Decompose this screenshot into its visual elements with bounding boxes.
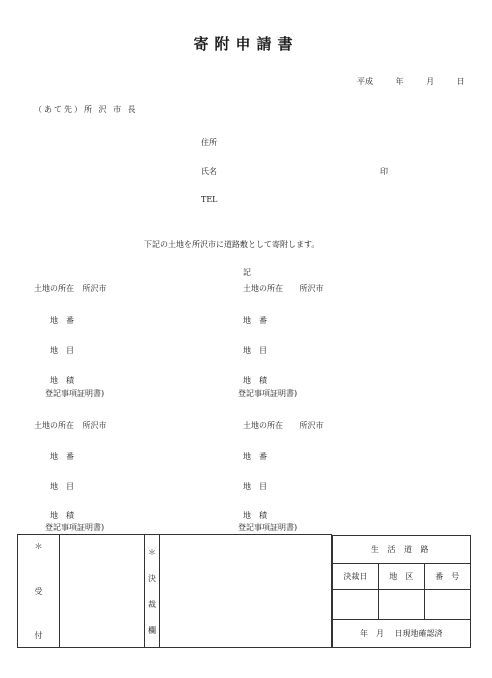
receipt-mark: ＊	[34, 542, 43, 551]
parcel4-location-label: 土地の所在	[243, 421, 283, 430]
road-value-date	[333, 589, 379, 619]
parcel3-area: 地 積	[50, 511, 74, 520]
parcel4-registry: 登記事項証明書)	[238, 523, 298, 532]
receipt-area	[60, 535, 145, 648]
receipt-char-2: 付	[34, 631, 43, 640]
parcel4-land-category: 地 目	[243, 482, 267, 491]
addressee: （あて先）所 沢 市 長	[34, 105, 138, 114]
decision-label-cell	[145, 535, 160, 648]
document-title: 寄附申請書	[193, 35, 299, 53]
receipt-char-1: 受	[34, 586, 43, 596]
road-box-cell	[332, 535, 471, 648]
road-col-number: 番 号	[424, 563, 470, 589]
decision-char-3: 欄	[148, 625, 156, 635]
road-col-district: 地 区	[378, 563, 424, 589]
road-value-number	[424, 589, 470, 619]
parcel2-location	[243, 283, 324, 294]
parcel2-location-label: 土地の所在	[243, 284, 283, 293]
parcel3-location-label: 土地の所在	[34, 421, 74, 430]
parcel4-lot-number: 地 番	[243, 452, 267, 461]
decision-char-2: 裁	[148, 599, 156, 609]
parcel1-area: 地 積	[50, 376, 74, 385]
parcel3-location	[34, 420, 107, 431]
date-year: 年	[395, 77, 404, 86]
date-line	[357, 76, 465, 87]
parcel4-location	[243, 420, 324, 431]
receipt-label-cell	[18, 535, 60, 648]
road-footer-month: 年 月	[359, 628, 384, 638]
address-label: 住所	[201, 138, 217, 147]
parcel4-area: 地 積	[243, 511, 267, 520]
parcel2-land-category: 地 目	[243, 346, 267, 355]
parcel1-location-label: 土地の所在	[34, 284, 74, 293]
seal-label: 印	[380, 167, 388, 176]
parcel1-location	[34, 283, 107, 294]
road-header: 生 活 道 路	[333, 535, 471, 563]
parcel3-registry: 登記事項証明書)	[45, 523, 105, 532]
statement: 下記の土地を所沢市に道路敷として寄附します。	[144, 240, 320, 249]
parcel2-lot-number: 地 番	[243, 316, 267, 325]
tel-label: TEL	[201, 195, 218, 204]
parcel3-city: 所沢市	[82, 421, 107, 430]
record-label: 記	[243, 268, 251, 277]
road-col-date: 決裁日	[333, 563, 379, 589]
name-label: 氏名	[201, 167, 217, 176]
parcel3-lot-number: 地 番	[50, 452, 74, 461]
road-box	[332, 535, 471, 648]
office-use-table	[17, 534, 471, 648]
parcel4-city: 所沢市	[299, 421, 324, 430]
road-footer	[333, 619, 471, 647]
date-month: 月	[426, 77, 435, 86]
parcel1-land-category: 地 目	[50, 346, 74, 355]
parcel1-registry: 登記事項証明書)	[45, 389, 105, 398]
parcel3-land-category: 地 目	[50, 482, 74, 491]
road-value-district	[378, 589, 424, 619]
date-era: 平成	[357, 77, 373, 86]
parcel2-city: 所沢市	[299, 284, 324, 293]
parcel1-city: 所沢市	[82, 284, 107, 293]
parcel1-lot-number: 地 番	[50, 316, 74, 325]
decision-char-1: 決	[148, 573, 156, 583]
decision-mark: ＊	[148, 547, 156, 557]
date-day: 日	[456, 77, 465, 86]
road-footer-text: 日現地確認済	[394, 628, 443, 638]
decision-area	[160, 535, 332, 648]
parcel2-area: 地 積	[243, 376, 267, 385]
parcel2-registry: 登記事項証明書)	[238, 389, 298, 398]
